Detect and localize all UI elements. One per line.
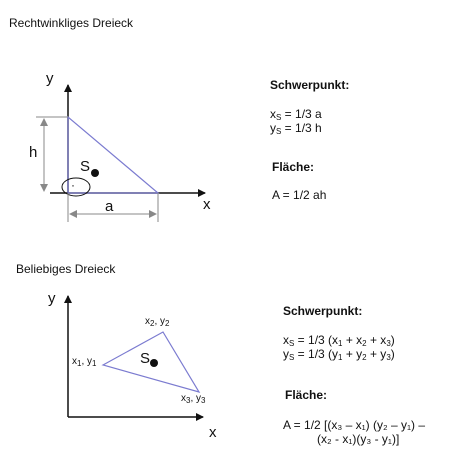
section1-title: Rechtwinkliges Dreieck <box>9 16 134 30</box>
s2-vertex-2-label: $x_2$, $y_2$ <box>145 316 170 328</box>
s2-y-axis-label: y <box>48 290 56 307</box>
s2-vertex-3-label: $x_3$, $y_3$ <box>181 393 206 405</box>
s1-centroid-dot <box>91 169 99 177</box>
s1-y-axis-label: y <box>46 70 54 87</box>
s2-xs-formula: xS = 1/3 (x1 + x2 + x3) <box>283 333 395 348</box>
s2-area-formula-line2: (x₂ - x₁)(y₃ - y₁)] <box>317 432 400 446</box>
s2-schwerpunkt-heading: Schwerpunkt: <box>283 304 363 318</box>
s2-flaeche-heading: Fläche: <box>285 388 328 402</box>
s1-schwerpunkt-heading: Schwerpunkt: <box>270 78 350 92</box>
s1-area-formula: A = 1/2 ah <box>272 188 327 202</box>
s1-ys-formula: yS = 1/3 h <box>270 121 322 136</box>
s1-right-angle-dot: · <box>71 178 75 192</box>
s2-area-formula-line1: A = 1/2 [(x₃ – x₁) (y₂ – y₁) – <box>283 418 426 432</box>
s1-flaeche-heading: Fläche: <box>272 160 315 174</box>
s1-triangle <box>68 117 158 193</box>
s2-centroid-label: S <box>140 350 151 367</box>
s1-centroid-label: S <box>80 158 91 175</box>
s1-xs-formula: xS = 1/3 a <box>270 107 322 122</box>
s1-a-label: a <box>105 198 114 215</box>
section2-title: Beliebiges Dreieck <box>16 262 116 276</box>
s2-x-axis-label: x <box>209 424 217 441</box>
s1-h-label: h <box>29 144 38 161</box>
s2-centroid-dot <box>150 359 158 367</box>
s2-vertex-1-label: $x_1$, $y_1$ <box>72 356 97 368</box>
s1-x-axis-label: x <box>203 196 211 213</box>
s2-ys-formula: yS = 1/3 (y1 + y2 + y3) <box>283 347 395 362</box>
